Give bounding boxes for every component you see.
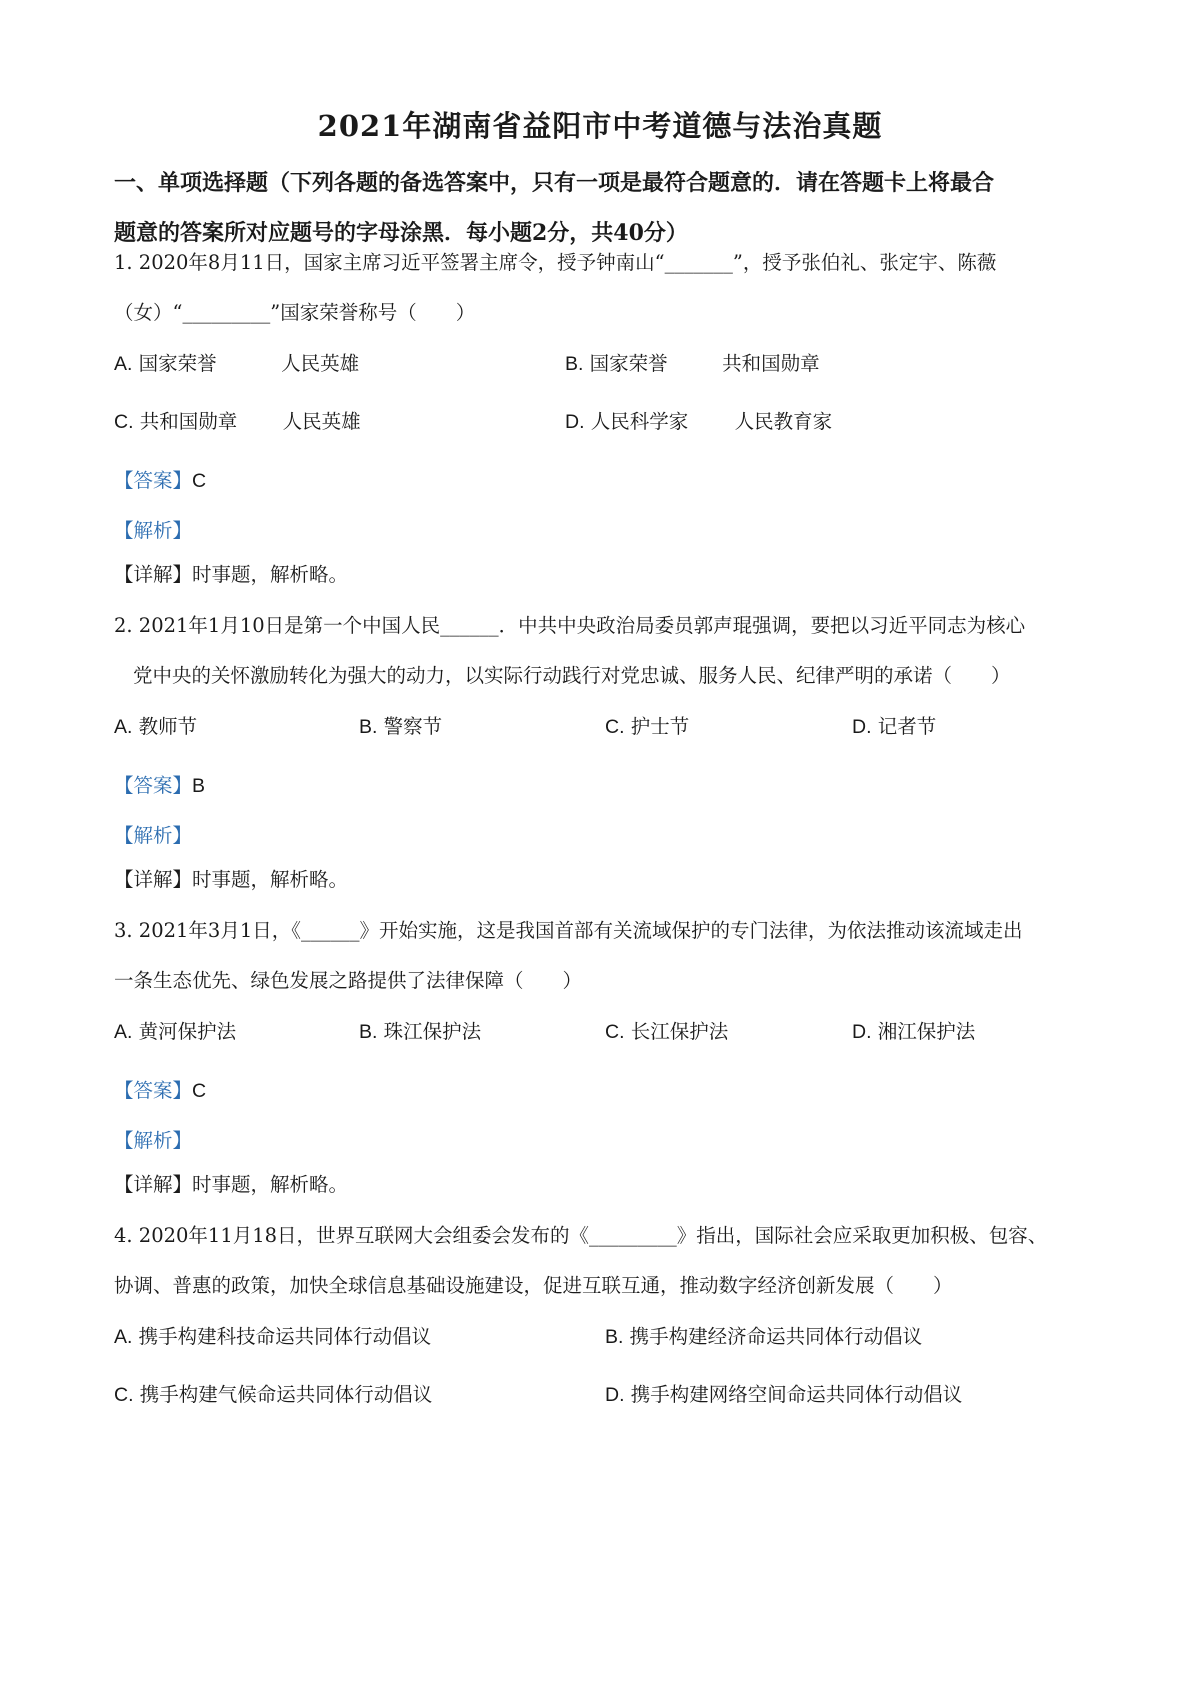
question-4-option-d[interactable] — [605, 1379, 962, 1407]
question-3-option-b[interactable] — [359, 1016, 481, 1044]
question-3-stem-line2: 一条生态优先、绿色发展之路提供了法律保障（ ） — [114, 969, 583, 992]
option-text: 记者节 — [877, 715, 937, 738]
detail-label: 【详解】 — [114, 1173, 193, 1196]
option-letter: A. — [114, 716, 133, 738]
option-text: 湘江保护法 — [877, 1020, 976, 1043]
option-letter: B. — [605, 1326, 624, 1348]
option-text: 护士节 — [630, 715, 690, 738]
answer-value: C — [192, 1080, 207, 1102]
question-1-answer — [114, 465, 206, 493]
question-3-detail — [114, 1169, 348, 1197]
detail-text: 时事题，解析略。 — [192, 1173, 349, 1196]
question-1-option-b[interactable] — [565, 348, 820, 376]
option-letter: C. — [605, 1021, 625, 1043]
question-1-option-d[interactable] — [565, 406, 832, 434]
option-letter: C. — [114, 1384, 134, 1406]
option-text: 携手构建科技命运共同体行动倡议 — [138, 1325, 432, 1348]
option-letter: A. — [114, 1326, 133, 1348]
option-text: 携手构建气候命运共同体行动倡议 — [139, 1383, 433, 1406]
question-2-stem-line1: 2. 2021年1月10日是第一个中国人民______．中共中央政治局委员郭声琨强调，要把以习近平同志为核心 — [114, 614, 1026, 637]
question-3-stem-line1: 3. 2021年3月1日，《______》开始实施，这是我国首部有关流域保护的专门法律，为依法推动该流域走出 — [114, 919, 1023, 942]
question-3-analysis-label: 【解析】 — [114, 1129, 193, 1152]
option-letter: D. — [852, 1021, 872, 1043]
answer-label: 【答案】 — [114, 774, 193, 797]
page-title: 2021年湖南省益阳市中考道德与法治真题 — [317, 109, 883, 143]
question-4-option-b[interactable] — [605, 1321, 922, 1349]
answer-label: 【答案】 — [114, 469, 193, 492]
question-1-stem-line2: （女）“_________”国家荣誉称号（ ） — [114, 301, 476, 324]
question-3-option-d[interactable] — [852, 1016, 975, 1044]
section-heading-line1: 一、单项选择题（下列各题的备选答案中，只有一项是最符合题意的．请在答题卡上将最合 — [114, 170, 995, 196]
question-1-detail — [114, 559, 348, 587]
option-text: 长江保护法 — [630, 1020, 729, 1043]
option-letter: B. — [359, 1021, 378, 1043]
option-text: 警察节 — [383, 715, 443, 738]
section-heading-line2: 题意的答案所对应题号的字母涂黑．每小题2分，共40分） — [114, 220, 688, 246]
option-text-second: 共和国勋章 — [722, 352, 820, 375]
question-2-option-a[interactable] — [114, 711, 197, 739]
question-3-answer — [114, 1075, 206, 1103]
question-1-option-a[interactable] — [114, 348, 359, 376]
option-text: 教师节 — [138, 715, 198, 738]
option-text: 珠江保护法 — [383, 1020, 482, 1043]
option-text: 共和国勋章 — [139, 410, 238, 433]
question-2-stem-line2: 党中央的关怀激励转化为强大的动力，以实际行动践行对党忠诚、服务人民、纪律严明的承诺（ ） — [133, 664, 1011, 687]
question-2-option-b[interactable] — [359, 711, 442, 739]
question-4-stem-line2: 协调、普惠的政策，加快全球信息基础设施建设，促进互联互通，推动数字经济创新发展（ ） — [114, 1274, 953, 1297]
answer-value: C — [192, 470, 207, 492]
option-letter: B. — [565, 353, 584, 375]
question-1-option-c[interactable] — [114, 406, 361, 434]
question-4-option-a[interactable] — [114, 1321, 431, 1349]
option-text: 携手构建经济命运共同体行动倡议 — [629, 1325, 923, 1348]
question-3-option-a[interactable] — [114, 1016, 236, 1044]
option-text-second: 人民英雄 — [282, 410, 361, 433]
answer-value: B — [192, 775, 206, 797]
option-letter: A. — [114, 1021, 133, 1043]
option-letter: D. — [605, 1384, 625, 1406]
option-text: 国家荣誉 — [589, 352, 668, 375]
option-text: 人民科学家 — [590, 410, 689, 433]
detail-label: 【详解】 — [114, 563, 193, 586]
detail-text: 时事题，解析略。 — [192, 868, 349, 891]
answer-label: 【答案】 — [114, 1079, 193, 1102]
detail-text: 时事题，解析略。 — [192, 563, 349, 586]
question-4-stem-line1: 4. 2020年11月18日，世界互联网大会组委会发布的《_________》指出，国际社会应采取更加积极、包容、 — [114, 1224, 1048, 1247]
question-2-detail — [114, 864, 348, 892]
option-text: 携手构建网络空间命运共同体行动倡议 — [630, 1383, 963, 1406]
option-text: 国家荣誉 — [138, 352, 217, 375]
question-2-option-d[interactable] — [852, 711, 936, 739]
question-1-stem-line1: 1. 2020年8月11日，国家主席习近平签署主席令，授予钟南山“_______”，授予张伯礼、张定宇、陈薇 — [114, 251, 997, 274]
option-text-second: 人民教育家 — [734, 410, 833, 433]
detail-label: 【详解】 — [114, 868, 193, 891]
question-4-option-c[interactable] — [114, 1379, 432, 1407]
question-1-analysis-label: 【解析】 — [114, 519, 193, 542]
question-3-option-c[interactable] — [605, 1016, 728, 1044]
question-2-analysis-label: 【解析】 — [114, 824, 193, 847]
option-letter: B. — [359, 716, 378, 738]
option-text: 黄河保护法 — [138, 1020, 237, 1043]
question-2-option-c[interactable] — [605, 711, 689, 739]
option-letter: C. — [114, 411, 134, 433]
option-letter: A. — [114, 353, 133, 375]
option-letter: D. — [852, 716, 872, 738]
option-text-second: 人民英雄 — [281, 352, 360, 375]
option-letter: D. — [565, 411, 585, 433]
question-2-answer — [114, 770, 205, 798]
option-letter: C. — [605, 716, 625, 738]
